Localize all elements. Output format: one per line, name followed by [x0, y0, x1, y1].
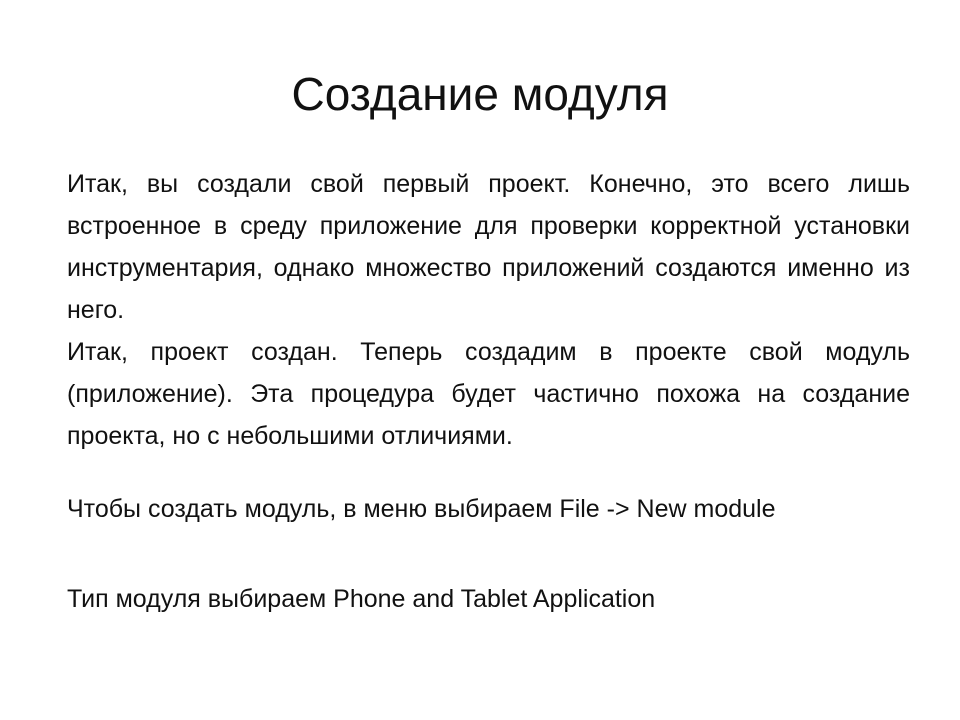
slide-body: [67, 163, 910, 457]
paragraph-project-created: Итак, проект создан. Теперь создадим в проекте свой модуль (приложение). Эта процедура будет частично похожа на создание проекта, но с небольшими отличиями.: [67, 338, 910, 450]
paragraph-module-type: Тип модуля выбираем Phone and Tablet Application: [67, 585, 656, 613]
paragraph-intro: Итак, вы создали свой первый проект. Конечно, это всего лишь встроенное в среду приложение для проверки корректной установки инструментария, однако множество приложений создаются именно из него.: [67, 170, 910, 324]
paragraph-menu-instruction: Чтобы создать модуль, в меню выбираем File -> New module: [67, 495, 776, 523]
slide-title: Создание модуля: [291, 68, 669, 120]
